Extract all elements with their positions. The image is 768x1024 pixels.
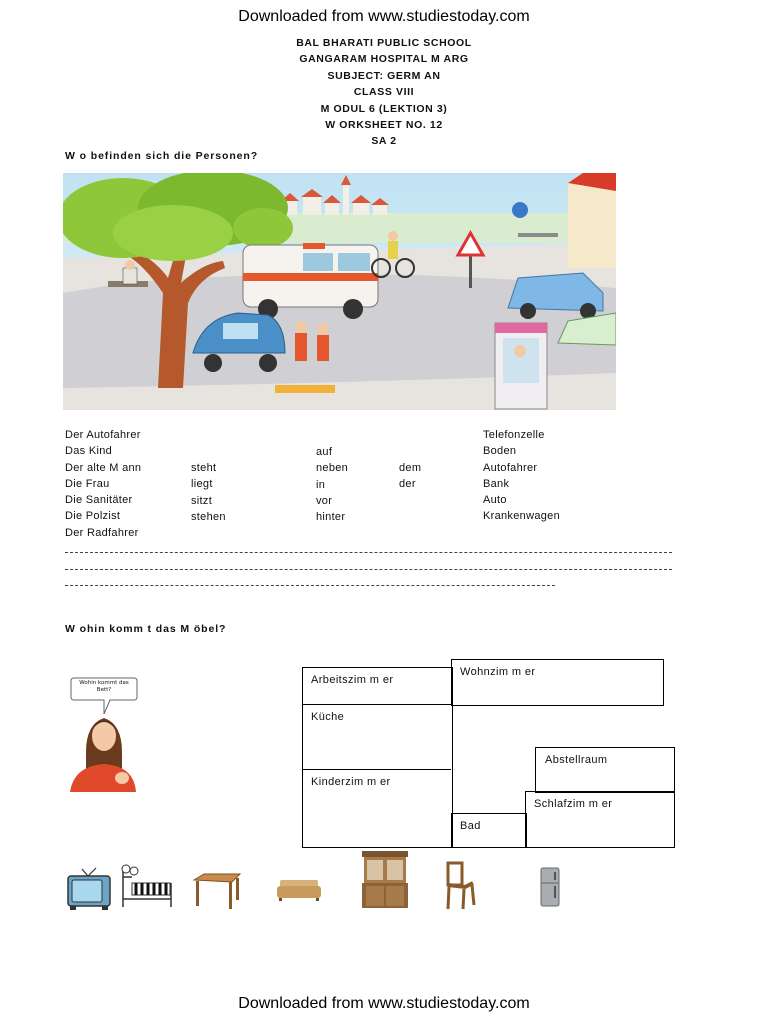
question-where-are-people: W o befinden sich die Personen?	[65, 150, 259, 162]
header-line-subject: SUBJECT: GERM AN	[327, 69, 441, 82]
preposition-word: vor	[316, 494, 333, 507]
subject-word: Der alte M ann	[65, 461, 142, 474]
header-line-school: BAL BHARATI PUBLIC SCHOOL	[296, 37, 472, 49]
street-scene-illustration	[63, 173, 616, 410]
verb-word: stehen	[191, 510, 226, 523]
school-header	[0, 35, 768, 150]
verb-word: liegt	[191, 478, 213, 491]
label-arbeitszimmer: Arbeitszim m er	[311, 674, 394, 686]
article-word: der	[399, 478, 416, 491]
table-icon[interactable]	[192, 872, 242, 910]
question-where-does-furniture-go: W ohin komm t das M öbel?	[65, 623, 227, 635]
download-banner-bottom: Downloaded from www.studiestoday.com	[238, 995, 530, 1012]
sofa-icon[interactable]	[276, 878, 322, 902]
label-bad: Bad	[460, 820, 481, 832]
bed-icon[interactable]	[120, 863, 176, 911]
header-line-module: M ODUL 6 (LEKTION 3)	[320, 102, 448, 115]
preposition-word: in	[316, 478, 326, 491]
answer-line[interactable]	[65, 569, 672, 570]
label-wohnzimmer: Wohnzim m er	[460, 666, 536, 678]
subject-word: Das Kind	[65, 445, 113, 458]
preposition-word: hinter	[316, 511, 346, 524]
noun-word: Telefonzelle	[483, 429, 545, 441]
subject-word: Der Autofahrer	[65, 429, 141, 441]
verb-word: steht	[191, 462, 217, 474]
articles-column	[399, 460, 421, 493]
verbs-column	[191, 460, 226, 525]
subject-word: Die Polzist	[65, 510, 121, 523]
answer-line[interactable]	[65, 585, 555, 586]
noun-word: Auto	[483, 494, 507, 507]
noun-word: Boden	[483, 445, 517, 458]
subject-word: Die Sanitäter	[65, 494, 133, 507]
nouns-column	[483, 427, 560, 525]
label-abstellraum: Abstellraum	[545, 754, 608, 766]
fridge-icon[interactable]	[539, 866, 561, 908]
verb-word: sitzt	[191, 494, 213, 507]
label-kueche: Küche	[311, 711, 345, 723]
label-kinderzimmer: Kinderzim m er	[311, 776, 391, 788]
subject-word: Der Radfahrer	[65, 526, 139, 539]
preposition-word: auf	[316, 446, 333, 458]
divider	[302, 704, 451, 705]
telephone-booth	[495, 323, 547, 409]
tv-icon[interactable]	[66, 867, 112, 911]
preposition-word: neben	[316, 462, 349, 475]
noun-word: Krankenwagen	[483, 510, 560, 523]
prepositions-column	[316, 444, 348, 525]
subjects-column	[65, 427, 141, 541]
noun-word: Bank	[483, 477, 510, 490]
subject-word: Die Frau	[65, 477, 110, 490]
chair-icon[interactable]	[445, 861, 477, 911]
header-line-sa: SA 2	[371, 135, 397, 148]
divider	[302, 769, 451, 770]
floorplan-left-block	[302, 667, 453, 848]
article-word: dem	[399, 462, 422, 474]
answer-line[interactable]	[65, 552, 672, 553]
label-schlafzimmer: Schlafzim m er	[534, 798, 613, 810]
header-line-address: GANGARAM HOSPITAL M ARG	[299, 53, 469, 66]
header-line-class: CLASS VIII	[353, 86, 415, 99]
noun-word: Autofahrer	[483, 461, 538, 474]
speech-bubble-text: Wohin kommt das Bett?	[79, 680, 129, 693]
cupboard-icon[interactable]	[361, 850, 409, 910]
download-banner-top: Downloaded from www.studiestoday.com	[238, 8, 530, 25]
header-line-worksheet: W ORKSHEET NO. 12	[325, 119, 443, 132]
